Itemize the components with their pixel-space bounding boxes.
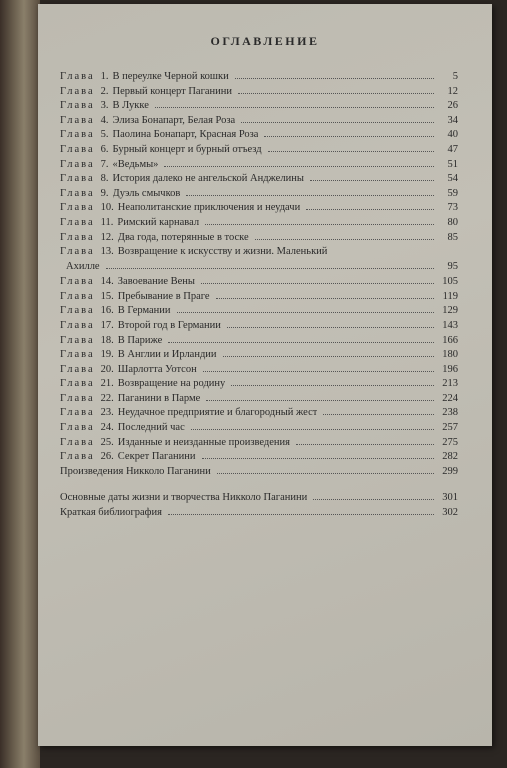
chapter-title: Завоевание Вены (117, 276, 195, 288)
leader-dots (255, 239, 434, 240)
book-spine-backdrop (0, 0, 40, 768)
chapter-label: Глава (60, 276, 95, 288)
page-number: 129 (442, 305, 458, 317)
chapter-title: Возвращение на родину (117, 378, 226, 390)
chapter-number: 11. (100, 216, 114, 228)
chapter-title: Изданные и неизданные произведения (117, 436, 290, 448)
leader-dots (206, 400, 434, 401)
chapter-title-continuation-row (60, 260, 458, 275)
chapter-number: 21. (100, 378, 114, 390)
page-number: 47 (447, 143, 458, 155)
chapter-title: В Лукке (112, 100, 149, 112)
chapter-label: Глава (60, 187, 95, 199)
toc-entry-11 (60, 216, 458, 231)
chapter-label: Глава (60, 85, 95, 97)
chapter-label: Глава (60, 129, 95, 141)
leader-dots (217, 473, 434, 474)
leader-dots (238, 93, 434, 94)
leader-dots (235, 78, 434, 79)
chapter-label: Глава (60, 143, 95, 155)
chapter-label: Глава (60, 173, 95, 185)
toc-entry-17 (60, 319, 458, 334)
leader-dots (177, 312, 434, 313)
page-number: 166 (442, 334, 458, 346)
toc-entry-21 (60, 377, 458, 392)
leader-dots (168, 514, 434, 515)
leader-dots (201, 283, 434, 284)
chapter-title: Последний час (117, 422, 185, 434)
chapter-number: 19. (100, 349, 114, 361)
page-number: 119 (442, 290, 458, 302)
section-title: Основные даты жизни и творчества Никколо Паганини (60, 492, 308, 504)
chapter-title: Неудачное предприятие и благородный жест (117, 407, 318, 419)
chapter-title: Неаполитанские приключения и неудачи (117, 202, 301, 214)
page-number: 12 (447, 85, 458, 97)
page-number: 95 (447, 261, 458, 273)
toc-entry-24 (60, 421, 458, 436)
page-number: 213 (442, 378, 458, 390)
page-number: 299 (442, 465, 458, 477)
toc-entry-18 (60, 334, 458, 349)
leader-dots (310, 180, 434, 181)
leader-dots (203, 371, 434, 372)
chapter-label: Глава (60, 451, 95, 463)
toc-entry-7 (60, 158, 458, 173)
chapter-number: 15. (100, 290, 114, 302)
toc-entry-8 (60, 172, 458, 187)
chapter-title: Пребывание в Праге (117, 290, 210, 302)
chapter-label: Глава (60, 349, 95, 361)
toc-entry-14 (60, 275, 458, 290)
chapter-label: Глава (60, 290, 95, 302)
chapter-number: 9. (100, 187, 109, 199)
toc-entry-3 (60, 99, 458, 114)
leader-dots (227, 327, 434, 328)
chapter-title: Первый концерт Паганини (112, 85, 233, 97)
toc-entry-dates (60, 491, 458, 506)
page-number: 51 (447, 158, 458, 170)
leader-dots (264, 136, 434, 137)
toc-entry-bibliography (60, 506, 458, 521)
chapter-number: 10. (100, 202, 114, 214)
chapter-title: Паолина Бонапарт, Красная Роза (112, 129, 259, 141)
page-number: 80 (447, 216, 458, 228)
toc-entry-6 (60, 143, 458, 158)
toc-entry-9 (60, 187, 458, 202)
chapter-label: Глава (60, 231, 95, 243)
toc-entry-1 (60, 70, 458, 85)
page-number: 275 (442, 436, 458, 448)
toc-entry-15 (60, 290, 458, 305)
page-number: 238 (442, 407, 458, 419)
chapter-number: 2. (100, 85, 109, 97)
chapter-number: 26. (100, 451, 114, 463)
page-number: 26 (447, 100, 458, 112)
chapter-label: Глава (60, 246, 95, 258)
chapter-number: 23. (100, 407, 114, 419)
page-number: 73 (447, 202, 458, 214)
leader-dots (168, 342, 434, 343)
leader-dots (223, 356, 434, 357)
toc-title: ОГЛАВЛЕНИЕ (210, 34, 320, 48)
leader-dots (155, 107, 434, 108)
leader-dots (106, 268, 434, 269)
chapter-title: В переулке Черной кошки (112, 71, 229, 82)
chapter-title: Дуэль смычков (112, 187, 181, 199)
chapter-number: 25. (100, 436, 114, 448)
section-title: Произведения Никколо Паганини (60, 465, 211, 477)
page-number: 85 (447, 231, 458, 243)
chapter-title: Элиза Бонапарт, Белая Роза (112, 114, 236, 126)
chapter-label: Глава (60, 100, 95, 112)
toc-entry-12 (60, 231, 458, 246)
page-number: 34 (447, 114, 458, 126)
chapter-title: Второй год в Германии (117, 319, 221, 331)
chapter-label: Глава (60, 319, 95, 331)
chapter-number: 8. (100, 173, 109, 185)
page-number: 257 (442, 422, 458, 434)
chapter-number: 20. (100, 363, 114, 375)
chapter-label: Глава (60, 158, 95, 170)
chapter-number: 5. (100, 129, 109, 141)
page-number: 54 (447, 173, 458, 185)
chapter-title: Два года, потерянные в тоске (117, 231, 249, 243)
leader-dots (202, 458, 434, 459)
leader-dots (231, 385, 434, 386)
leader-dots (216, 298, 434, 299)
toc-entry-22 (60, 392, 458, 407)
leader-dots (313, 499, 434, 500)
leader-dots (205, 224, 434, 225)
chapter-number: 16. (100, 305, 114, 317)
chapter-title: В Англии и Ирландии (117, 349, 217, 361)
page-number: 105 (442, 276, 458, 288)
chapter-label: Глава (60, 202, 95, 214)
chapter-title: История далеко не ангельской Анджелины (112, 173, 304, 185)
chapter-label: Глава (60, 216, 95, 228)
toc-entry-4 (60, 114, 458, 129)
chapter-title: В Германии (117, 305, 171, 317)
chapter-title: Возвращение к искусству и жизни. Маленький (117, 246, 328, 258)
chapter-title: «Ведьмы» (112, 158, 159, 170)
chapter-title-continuation: Ахилле (66, 261, 100, 273)
section-spacer (60, 479, 458, 491)
chapter-label: Глава (60, 392, 95, 404)
chapter-label: Глава (60, 305, 95, 317)
chapter-number: 18. (100, 334, 114, 346)
leader-dots (268, 151, 434, 152)
chapter-number: 3. (100, 100, 109, 112)
leader-dots (241, 122, 434, 123)
chapter-number: 6. (100, 143, 109, 155)
page-number: 180 (442, 349, 458, 361)
page-number: 282 (442, 451, 458, 463)
page-number: 301 (442, 492, 458, 504)
chapter-label: Глава (60, 363, 95, 375)
leader-dots (306, 209, 434, 210)
chapter-number: 12. (100, 231, 114, 243)
toc-entry-16 (60, 304, 458, 319)
chapter-number: 4. (100, 114, 109, 126)
chapter-label: Глава (60, 378, 95, 390)
chapter-number: 17. (100, 319, 114, 331)
chapter-number: 22. (100, 392, 114, 404)
chapter-title: Шарлотта Уотсон (117, 363, 197, 375)
page-number: 302 (442, 507, 458, 519)
chapter-title: Паганини в Парме (117, 392, 201, 404)
toc-entry-10 (60, 201, 458, 216)
leader-dots (323, 414, 434, 415)
toc-entry-23 (60, 406, 458, 421)
page-number: 143 (442, 319, 458, 331)
chapter-title: Бурный концерт и бурный отъезд (112, 143, 262, 155)
chapter-number: 13. (100, 246, 114, 258)
page-number: 59 (447, 187, 458, 199)
toc-entry-26 (60, 450, 458, 465)
chapter-number: 1. (100, 71, 109, 82)
chapter-label: Глава (60, 422, 95, 434)
page-number: 196 (442, 363, 458, 375)
chapter-number: 7. (100, 158, 109, 170)
chapter-label: Глава (60, 436, 95, 448)
chapter-label: Глава (60, 334, 95, 346)
toc-entry-5 (60, 128, 458, 143)
leader-dots (186, 195, 434, 196)
chapter-title: Секрет Паганини (117, 451, 196, 463)
toc-entry-25 (60, 436, 458, 451)
toc-entry-13 (60, 245, 458, 275)
leader-dots (296, 444, 434, 445)
toc-entry-20 (60, 363, 458, 378)
toc-entry-works (60, 465, 458, 480)
leader-dots (191, 429, 434, 430)
page-number: 224 (442, 392, 458, 404)
leader-dots (164, 166, 434, 167)
page-number: 5 (452, 71, 458, 82)
toc-entry-2 (60, 85, 458, 100)
chapter-number: 14. (100, 276, 114, 288)
chapter-title: Римский карнавал (117, 216, 200, 228)
chapter-number: 24. (100, 422, 114, 434)
chapter-title: В Париже (117, 334, 163, 346)
chapter-label: Глава (60, 71, 95, 82)
table-of-contents (60, 70, 458, 521)
section-title: Краткая библиография (60, 507, 162, 519)
toc-entry-19 (60, 348, 458, 363)
chapter-label: Глава (60, 407, 95, 419)
book-page (38, 4, 492, 746)
chapter-label: Глава (60, 114, 95, 126)
page-number: 40 (447, 129, 458, 141)
